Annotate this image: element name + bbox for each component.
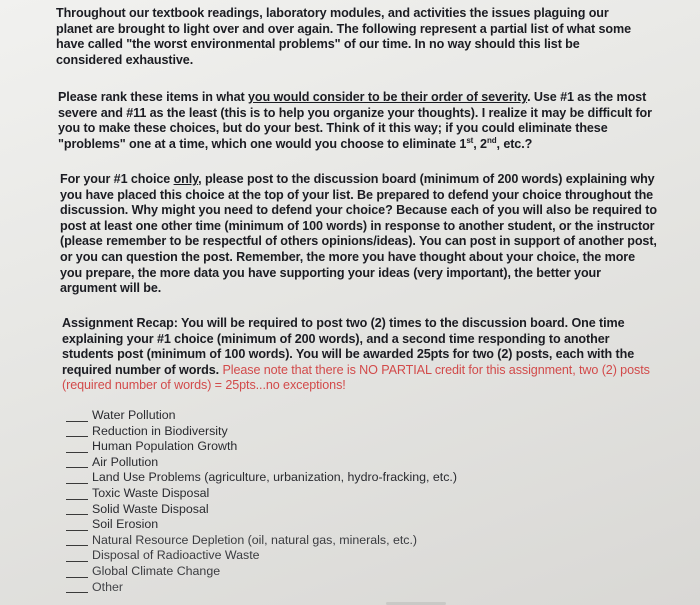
discussion-text-a: For your #1 choice bbox=[60, 172, 174, 186]
rank-blank bbox=[66, 545, 88, 546]
ordinal-st: st bbox=[466, 135, 474, 145]
recap-label: Assignment Recap: bbox=[62, 316, 178, 330]
no-partial-credit-note: Please note that there is NO PARTIAL credit for this assignment, two (2) posts (required number of words) = 25pts...no exceptions! bbox=[62, 362, 650, 393]
assignment-recap bbox=[62, 316, 662, 394]
recap-points-sentence: You will be awarded 25pts for two (2) posts, each with the required number of words. bbox=[62, 347, 635, 377]
list-item: Other bbox=[66, 580, 586, 596]
rank-blank bbox=[66, 530, 88, 531]
list-item: Natural Resource Depletion (oil, natural gas, minerals, etc.) bbox=[66, 533, 586, 549]
list-item: Global Climate Change bbox=[66, 564, 586, 580]
only-word: only bbox=[173, 172, 199, 186]
ranking-instructions bbox=[58, 90, 656, 152]
discussion-text-c: Why might you need to defend your choice? Because each of you will also be required to post at least one other time (minimum of 100 words) in response to another student, or the instructor (please remember to be respectful of others opinions/ideas). You can post in support of another post, or you can question the post. Remember, the more you have thought about your choice, the more you prepare, bbox=[60, 203, 657, 280]
rank-blank bbox=[66, 592, 88, 593]
discussion-text-d: , the better your argument will be. bbox=[60, 265, 601, 296]
list-item: Soil Erosion bbox=[66, 517, 586, 533]
environmental-problems-list bbox=[66, 408, 586, 595]
recap-text-a: You will be required to post two (2) times to the discussion board. One time explaining your #1 choice (minimum of 200 words), and a second time responding to another students post (minimum of 100 words). bbox=[62, 316, 625, 362]
ranking-text-b: . Use #1 as the most severe and #11 as the least (this is to help you organize your thoughts). I realize it may be difficult for you to make these choices, but do your best. Think of it this way; if you could eliminate these "problems" one at a time, which one would you choose to eliminate 1 bbox=[58, 90, 652, 151]
ranking-text-d: , etc.? bbox=[496, 136, 533, 151]
list-item: Disposal of Radioactive Waste bbox=[66, 548, 586, 564]
list-item: Solid Waste Disposal bbox=[66, 502, 586, 518]
rank-blank bbox=[66, 514, 88, 515]
rank-blank bbox=[66, 467, 88, 468]
intro-paragraph: Throughout our textbook readings, laboratory modules, and activities the issues plaguing our planet are brought to light over and over again. The following represent a partial list of what some have called "the worst environmental problems" of our time. In no way should this list be considered exhaustive. bbox=[56, 6, 631, 67]
list-item: Reduction in Biodiversity bbox=[66, 424, 586, 440]
list-item: Land Use Problems (agriculture, urbanization, hydro-fracking, etc.) bbox=[66, 470, 586, 486]
order-of-severity-phrase: you would consider to be their order of severity bbox=[248, 90, 528, 104]
discussion-instructions bbox=[60, 172, 660, 297]
discussion-text-b: , please post to the discussion board (minimum of 200 words) explaining why you have placed this choice at the top of your list. bbox=[60, 172, 655, 202]
ranking-text-a: Please rank these items in what bbox=[58, 90, 248, 104]
list-item: Toxic Waste Disposal bbox=[66, 486, 586, 502]
rank-blank bbox=[66, 577, 88, 578]
rank-blank bbox=[66, 436, 88, 437]
ranking-text-c: , 2 bbox=[473, 136, 487, 151]
ordinal-nd: nd bbox=[486, 135, 497, 145]
rank-blank bbox=[66, 483, 88, 484]
rank-blank bbox=[66, 421, 88, 422]
list-item: Water Pollution bbox=[66, 408, 586, 424]
rank-blank bbox=[66, 561, 88, 562]
list-item: Human Population Growth bbox=[66, 439, 586, 455]
supporting-data-phrase: the more data you have supporting your ideas (very important) bbox=[137, 265, 508, 280]
rank-blank bbox=[66, 452, 88, 453]
defend-choice-sentence: Be prepared to defend your choice throughout the discussion. bbox=[60, 187, 654, 218]
rank-blank bbox=[66, 499, 88, 500]
list-item: Air Pollution bbox=[66, 455, 586, 471]
